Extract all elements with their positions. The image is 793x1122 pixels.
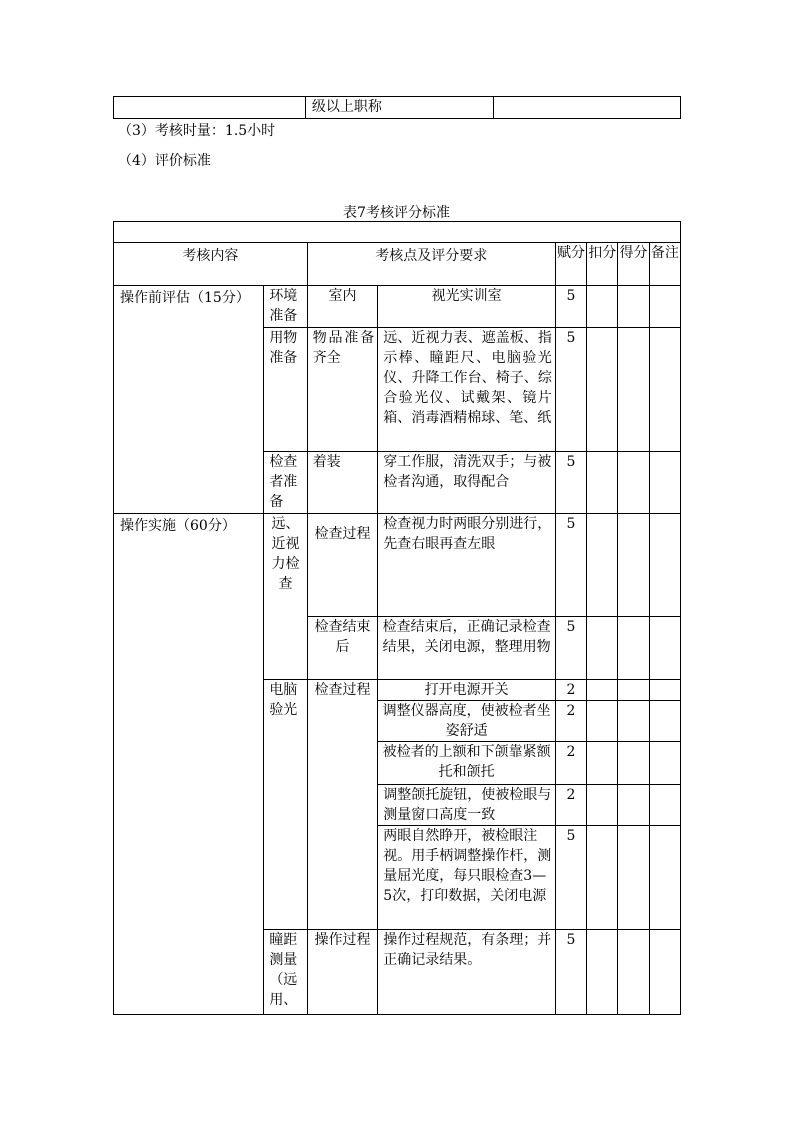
section1-item-examiner: 着装 <box>307 452 378 514</box>
section2-score-pd: 5 <box>555 930 586 1015</box>
section1-score-env: 5 <box>555 286 586 328</box>
top-table-cell-middle: 级以上职称 <box>305 97 493 119</box>
note-cell <box>649 514 680 617</box>
section2-score-autorefraction-2: 2 <box>555 701 586 742</box>
get-cell <box>618 514 649 617</box>
section2-req-vision-after: 检查结束后，正确记录检查结果，关闭电源，整理用物 <box>378 617 556 680</box>
note-cell <box>649 701 680 742</box>
section2-cat-vision: 远、近视力检查 <box>264 514 307 680</box>
section1-req-supplies: 远、近视力表、遮盖板、指示棒、瞳距尺、电脑验光仪、升降工作台、椅子、综合验光仪、试戴架、镜片箱、消毒酒精棉球、笔、纸 <box>378 328 556 452</box>
scoring-table <box>113 221 681 1015</box>
section1-score-examiner: 5 <box>555 452 586 514</box>
note-cell <box>649 452 680 514</box>
section2-req-autorefraction-2: 调整仪器高度，使被检者坐姿舒适 <box>378 701 556 742</box>
deduct-cell <box>587 680 618 701</box>
deduct-cell <box>587 742 618 785</box>
deduct-cell <box>587 286 618 328</box>
section2-item-vision-process: 检查过程 <box>307 514 378 617</box>
get-cell <box>618 742 649 785</box>
section2-score-autorefraction-3: 2 <box>555 742 586 785</box>
section2-score-autorefraction-1: 2 <box>555 680 586 701</box>
top-table <box>113 96 681 119</box>
section2-req-vision-process: 检查视力时两眼分别进行，先查右眼再查左眼 <box>378 514 556 617</box>
section2-req-autorefraction-5: 两眼自然睁开，被检眼注视。用手柄调整操作杆，测量屈光度，每只眼检查3—5次，打印数据，关闭电源 <box>378 826 556 930</box>
get-cell <box>618 328 649 452</box>
duration-line: （3）考核时量：1.5小时 <box>118 123 276 139</box>
note-cell <box>649 328 680 452</box>
get-cell <box>618 785 649 826</box>
section1-cat-examiner: 检查者准备 <box>264 452 307 514</box>
note-cell <box>649 742 680 785</box>
header-note: 备注 <box>649 243 680 286</box>
deduct-cell <box>587 617 618 680</box>
header-deduct: 扣分 <box>587 243 618 286</box>
criteria-line: （4）评价标准 <box>118 153 211 169</box>
deduct-cell <box>587 930 618 1015</box>
top-table-cell-left <box>114 97 306 119</box>
section2-score-autorefraction-4: 2 <box>555 785 586 826</box>
note-cell <box>649 826 680 930</box>
section1-cat-supplies: 用物准备 <box>264 328 307 452</box>
deduct-cell <box>587 785 618 826</box>
note-cell <box>649 286 680 328</box>
get-cell <box>618 930 649 1015</box>
header-get: 得分 <box>618 243 649 286</box>
section2-item-vision-after: 检查结束后 <box>307 617 378 680</box>
deduct-cell <box>587 514 618 617</box>
note-cell <box>649 617 680 680</box>
get-cell <box>618 286 649 328</box>
get-cell <box>618 826 649 930</box>
section1-item-supplies: 物品准备齐全 <box>307 328 378 452</box>
section1-req-examiner: 穿工作服，清洗双手；与被检者沟通，取得配合 <box>378 452 556 514</box>
section1-cat-env: 环境准备 <box>264 286 307 328</box>
get-cell <box>618 680 649 701</box>
section2-item-autorefraction: 检查过程 <box>307 680 378 930</box>
section2-score-autorefraction-5: 5 <box>555 826 586 930</box>
header-content: 考核内容 <box>114 243 308 286</box>
deduct-cell <box>587 701 618 742</box>
header-score: 赋分 <box>555 243 586 286</box>
section2-cat-pd: 瞳距测量（远用、 <box>264 930 307 1015</box>
section2-req-autorefraction-3: 被检者的上额和下颌靠紧额托和颌托 <box>378 742 556 785</box>
get-cell <box>618 617 649 680</box>
note-cell <box>649 785 680 826</box>
section2-req-autorefraction-4: 调整颌托旋钮，使被检眼与测量窗口高度一致 <box>378 785 556 826</box>
section2-score-vision-after: 5 <box>555 617 586 680</box>
blank-header-row <box>114 222 681 243</box>
section2-cat-autorefraction: 电脑验光 <box>264 680 307 930</box>
get-cell <box>618 701 649 742</box>
table-caption: 表7考核评分标准 <box>343 205 450 221</box>
deduct-cell <box>587 826 618 930</box>
section1-label: 操作前评估（15分） <box>114 286 264 514</box>
section2-req-autorefraction-1: 打开电源开关 <box>378 680 556 701</box>
section1-req-env: 视光实训室 <box>378 286 556 328</box>
header-points: 考核点及评分要求 <box>307 243 555 286</box>
get-cell <box>618 452 649 514</box>
deduct-cell <box>587 328 618 452</box>
section2-label: 操作实施（60分） <box>114 514 264 1015</box>
section2-item-pd: 操作过程 <box>307 930 378 1015</box>
deduct-cell <box>587 452 618 514</box>
section1-score-supplies: 5 <box>555 328 586 452</box>
section2-req-pd: 操作过程规范，有条理；并正确记录结果。 <box>378 930 556 1015</box>
section1-item-env: 室内 <box>307 286 378 328</box>
note-cell <box>649 930 680 1015</box>
note-cell <box>649 680 680 701</box>
top-table-cell-right <box>494 97 681 119</box>
section2-score-vision-process: 5 <box>555 514 586 617</box>
